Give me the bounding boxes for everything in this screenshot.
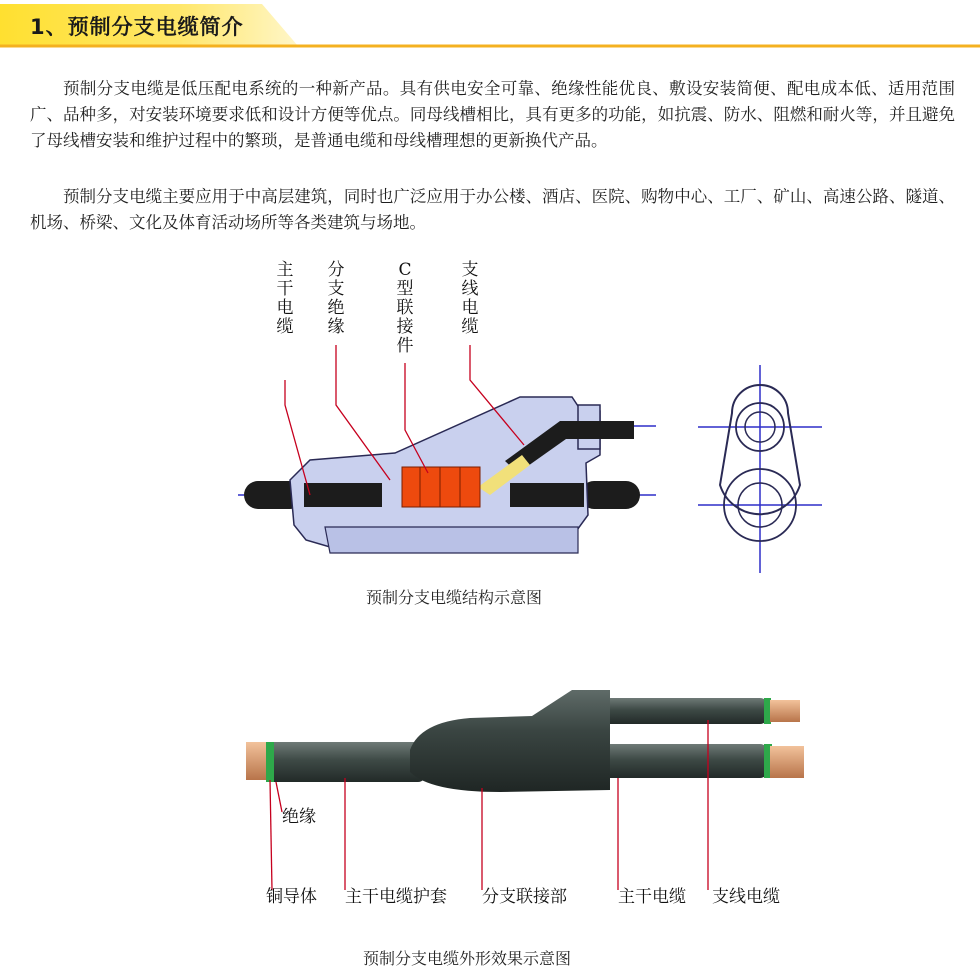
label-branch-cable-2: 支线电缆 <box>712 887 780 907</box>
appearance-diagram-svg <box>0 660 980 920</box>
copper-branch <box>770 700 800 722</box>
section-title: 1、预制分支电缆简介 <box>30 15 244 39</box>
copper-right <box>770 746 804 778</box>
copper-left <box>246 742 268 780</box>
label-c-connector: C型联接件 <box>396 260 414 356</box>
joint-base <box>325 527 578 553</box>
structure-diagram <box>0 255 980 615</box>
label-main-sheath: 主干电缆护套 <box>345 887 447 907</box>
inner-main-right <box>510 483 584 507</box>
inner-main-left <box>304 483 382 507</box>
main-cable-right <box>580 481 640 509</box>
label-main-cable-2: 主干电缆 <box>618 887 686 907</box>
section-header <box>0 0 980 50</box>
label-insulation: 绝缘 <box>282 807 316 827</box>
structure-diagram-caption: 预制分支电缆结构示意图 <box>366 588 543 607</box>
label-copper-conductor: 铜导体 <box>266 887 317 907</box>
intro-paragraph-2: 预制分支电缆主要应用于中高层建筑，同时也广泛应用于办公楼、酒店、医院、购物中心、工厂、矿山、高速公路、隧道、机场、桥梁、文化及体育活动场所等各类建筑与场地。 <box>30 187 955 232</box>
structure-diagram-svg <box>0 255 980 615</box>
leader-copper <box>270 780 272 890</box>
label-branch-insulation: 分支绝缘 <box>327 260 345 337</box>
green-band-branch <box>764 698 771 724</box>
intro-paragraph-1: 预制分支电缆是低压配电系统的一种新产品。具有供电安全可靠、绝缘性能优良、敷设安装简便、配电成本低、适用范围广、品种多，对安装环境要求低和设计方便等优点。同母线槽相比，具有更多的功能，如抗震、防水、阻燃和耐火等，并且避免了母线槽安装和维护过程中的繁琐，是普通电缆和母线槽理想的更新换代产品。 <box>30 79 955 150</box>
branch-cable <box>600 698 768 724</box>
branch-joint-body <box>410 690 610 792</box>
appearance-diagram <box>0 660 980 978</box>
label-main-cable: 主干电缆 <box>276 260 294 337</box>
main-cable-right <box>600 744 768 778</box>
green-band-left <box>266 742 274 782</box>
c-connector <box>402 467 480 507</box>
appearance-diagram-caption: 预制分支电缆外形效果示意图 <box>363 949 572 968</box>
main-cable-sheath <box>266 742 426 782</box>
label-branch-cable: 支线电缆 <box>461 260 479 337</box>
label-branch-joint: 分支联接部 <box>482 887 567 907</box>
